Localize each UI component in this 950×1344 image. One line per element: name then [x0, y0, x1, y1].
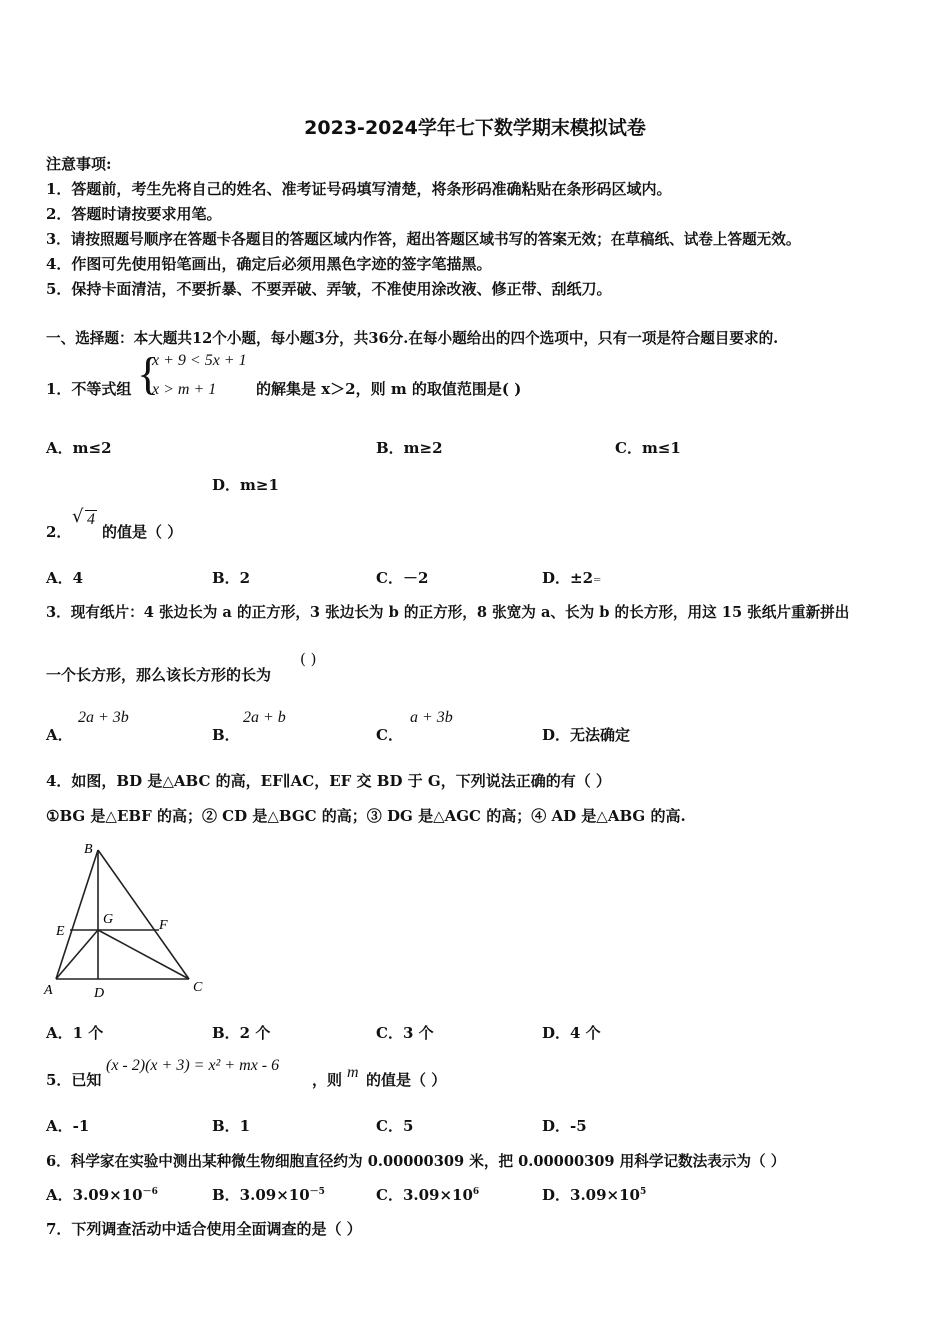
q2-option-d-label: D．±2 [542, 569, 594, 587]
label-f: F [159, 918, 168, 933]
q3-option-b-expr: 2a + b [243, 709, 286, 726]
q5-mid: ，则 [312, 1071, 343, 1089]
q6-option-d-label: D．3.09×10 [542, 1186, 640, 1204]
q5-suffix: 的值是（ ） [366, 1071, 447, 1089]
q1-inequality-1: x + 9 < 5x + 1 [152, 352, 247, 369]
q2-prefix: 2． [46, 523, 72, 541]
q2-artifact-mark: = [593, 575, 602, 586]
q2-radicand: 4 [87, 511, 95, 528]
q1-prefix: 1．不等式组 [46, 380, 132, 398]
q4-statements: ①BG 是△EBF 的高；② CD 是△BGC 的高；③ DG 是△AGC 的高；④ AD 是△ABG 的高. [46, 807, 686, 825]
q5-option-b[interactable]: B．1 [212, 1117, 251, 1135]
q2-option-d[interactable] [542, 567, 601, 588]
notice-item: 3．请按照题号顺序在答题卡各题目的答题区域内作答，超出答题区域书写的答案无效；在草稿纸、试卷上答题无效。 [46, 231, 801, 248]
q6-option-b-label: B．3.09×10 [212, 1186, 310, 1204]
section-heading: 一、选择题：本大题共12个小题，每小题3分，共36分.在每小题给出的四个选项中，只有一项是符合题目要求的. [46, 330, 779, 347]
q1-option-b[interactable]: B．m≥2 [376, 439, 443, 457]
q2-suffix: 的值是（ ） [102, 523, 183, 541]
q3-option-b-label[interactable]: B． [212, 726, 240, 744]
q4-option-d[interactable]: D．4 个 [542, 1024, 601, 1042]
notice-item: 5．保持卡面清洁，不要折暴、不要弄破、弄皱，不准使用涂改液、修正带、刮纸刀。 [46, 280, 612, 298]
q6-text: 6．科学家在实验中测出某种微生物细胞直径约为 0.00000309 米，把 0.00000309 用科学记数法表示为（ ） [46, 1153, 786, 1170]
q4-text: 4．如图，BD 是△ABC 的高，EF∥AC，EF 交 BD 于 G，下列说法正确的有（ ） [46, 772, 611, 790]
label-c: C [193, 980, 203, 995]
q1-suffix: 的解集是 x＞2，则 m 的取值范围是( ) [256, 380, 522, 398]
page-title: 2023-2024学年七下数学期末模拟试卷 [304, 117, 646, 139]
q5-variable: m [347, 1064, 359, 1081]
q4-option-c[interactable]: C．3 个 [376, 1024, 434, 1042]
label-e: E [56, 924, 65, 939]
notice-heading: 注意事项: [46, 155, 112, 173]
q6-option-a[interactable] [46, 1184, 158, 1205]
q6-option-b-exponent: －5 [309, 1187, 325, 1197]
notice-item: 2．答题时请按要求用笔。 [46, 205, 222, 223]
q4-option-b[interactable]: B．2 个 [212, 1024, 271, 1042]
q3-option-c-label[interactable]: C． [376, 726, 403, 744]
q3-option-a-expr: 2a + 3b [78, 709, 129, 726]
q3-option-a-label[interactable]: A． [46, 726, 73, 744]
q6-option-d[interactable] [542, 1184, 646, 1205]
q1-option-c[interactable]: C．m≤1 [615, 439, 681, 457]
q2-option-a[interactable]: A．4 [46, 569, 84, 587]
q1-brace: { [137, 348, 160, 399]
q5-option-a[interactable]: A．-1 [46, 1117, 90, 1135]
segment-gc [98, 930, 189, 979]
q1-inequality-2: x > m + 1 [152, 381, 217, 398]
q3-text-2: 一个长方形，那么该长方形的长为 [46, 666, 272, 684]
q1-option-d[interactable]: D．m≥1 [212, 476, 279, 494]
q2-option-b[interactable]: B．2 [212, 569, 251, 587]
q6-option-c[interactable] [376, 1184, 479, 1205]
label-g: G [103, 912, 114, 927]
q2-option-c[interactable]: C．－2 [376, 569, 429, 587]
q1-option-a[interactable]: A．m≤2 [46, 439, 112, 457]
q3-answer-blank: ( ) [300, 650, 317, 668]
q6-option-c-exponent: 6 [472, 1187, 480, 1197]
q5-option-c[interactable]: C．5 [376, 1117, 414, 1135]
label-b: B [84, 842, 93, 857]
q6-option-c-label: C．3.09×10 [376, 1186, 473, 1204]
q5-option-d[interactable]: D．-5 [542, 1117, 587, 1135]
segment-ab [56, 850, 98, 979]
notice-item: 1．答题前，考生先将自己的姓名、准考证号码填写清楚，将条形码准确粘贴在条形码区域内。 [46, 180, 672, 198]
q4-option-a[interactable]: A．1 个 [46, 1024, 104, 1042]
q2-radical-sign: √ [72, 506, 84, 527]
q3-text: 3．现有纸片：4 张边长为 a 的正方形，3 张边长为 b 的正方形，8 张宽为 a、长为 b 的长方形，用这 15 张纸片重新拼出 [46, 604, 850, 621]
label-d: D [94, 986, 105, 1001]
q3-option-d[interactable]: D．无法确定 [542, 726, 631, 744]
label-a: A [44, 983, 53, 998]
q6-option-a-label: A．3.09×10 [46, 1186, 143, 1204]
q5-equation: (x - 2)(x + 3) = x² + mx - 6 [106, 1057, 280, 1074]
q4-triangle-figure [40, 838, 215, 1003]
notice-item: 4．作图可先使用铅笔画出，确定后必须用黑色字迹的签字笔描黑。 [46, 255, 492, 273]
q3-option-c-expr: a + 3b [410, 709, 453, 726]
q7-text: 7．下列调查活动中适合使用全面调查的是（ ） [46, 1220, 362, 1238]
q5-prefix: 5．已知 [46, 1071, 102, 1089]
q6-option-d-exponent: 5 [639, 1187, 647, 1197]
q6-option-b[interactable] [212, 1184, 325, 1205]
q6-option-a-exponent: －6 [142, 1187, 158, 1197]
